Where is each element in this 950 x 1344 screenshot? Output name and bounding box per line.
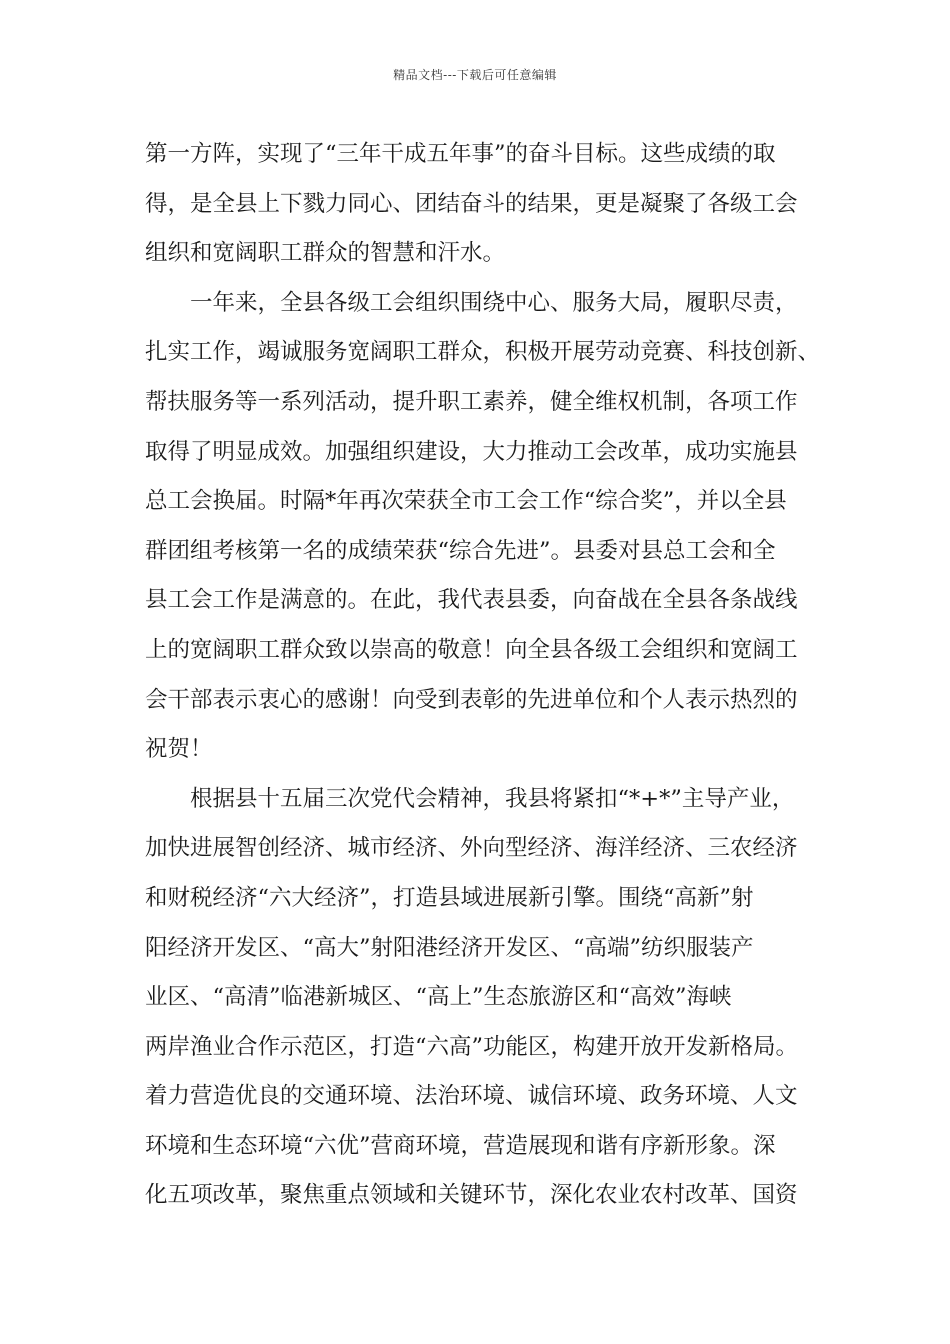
text-line-14: 根据县十五届三次党代会精神，我县将紧扣“*+*”主导产业，	[145, 785, 795, 812]
text-line-3: 组织和宽阔职工群众的智慧和汗水。	[145, 240, 506, 267]
text-line-21: 环境和生态环境“六优”营商环境，营造展现和谐有序新形象。深	[145, 1132, 776, 1159]
text-line-11: 上的宽阔职工群众致以崇高的敬意！向全县各级工会组织和宽阔工	[145, 636, 798, 663]
text-line-15: 加快进展智创经济、城市经济、外向型经济、海洋经济、三农经济	[145, 835, 798, 862]
text-line-10: 县工会工作是满意的。在此，我代表县委，向奋战在全县各条战线	[145, 587, 798, 614]
page-header: 精品文档---下载后可任意编辑	[393, 68, 557, 82]
text-line-13: 祝贺！	[145, 736, 213, 763]
text-line-16: 和财税经济“六大经济”，打造县域进展新引擎。围绕“高新”射	[145, 884, 754, 911]
text-line-9: 群团组考核第一名的成绩荣获“综合先进”。县委对县总工会和全	[145, 537, 776, 564]
text-line-22: 化五项改革，聚焦重点领域和关键环节，深化农业农村改革、国资	[145, 1182, 798, 1209]
text-line-17: 阳经济开发区、“高大”射阳港经济开发区、“高端”纺织服装产	[145, 934, 754, 961]
text-line-8: 总工会换届。时隔*年再次荣获全市工会工作“综合奖”，并以全县	[145, 488, 787, 515]
text-line-7: 取得了明显成效。加强组织建设，大力推动工会改革，成功实施县	[145, 438, 798, 465]
text-line-20: 着力营造优良的交通环境、法治环境、诚信环境、政务环境、人文	[145, 1083, 798, 1110]
text-line-19: 两岸渔业合作示范区，打造“六高”功能区，构建开放开发新格局。	[145, 1033, 799, 1060]
text-line-18: 业区、“高清”临港新城区、“高上”生态旅游区和“高效”海峡	[145, 984, 732, 1011]
text-line-5: 扎实工作，竭诚服务宽阔职工群众，积极开展劳动竞赛、科技创新、	[145, 339, 821, 366]
body-text	[145, 130, 821, 1221]
text-line-1: 第一方阵，实现了“三年干成五年事”的奋斗目标。这些成绩的取	[145, 141, 776, 167]
text-line-2: 得，是全县上下戮力同心、团结奋斗的结果，更是凝聚了各级工会	[145, 190, 798, 217]
text-line-4: 一年来，全县各级工会组织围绕中心、服务大局，履职尽责，	[145, 289, 798, 316]
text-line-6: 帮扶服务等一系列活动，提升职工素养，健全维权机制，各项工作	[145, 388, 798, 415]
text-line-12: 会干部表示衷心的感谢！向受到表彰的先进单位和个人表示热烈的	[145, 686, 798, 713]
